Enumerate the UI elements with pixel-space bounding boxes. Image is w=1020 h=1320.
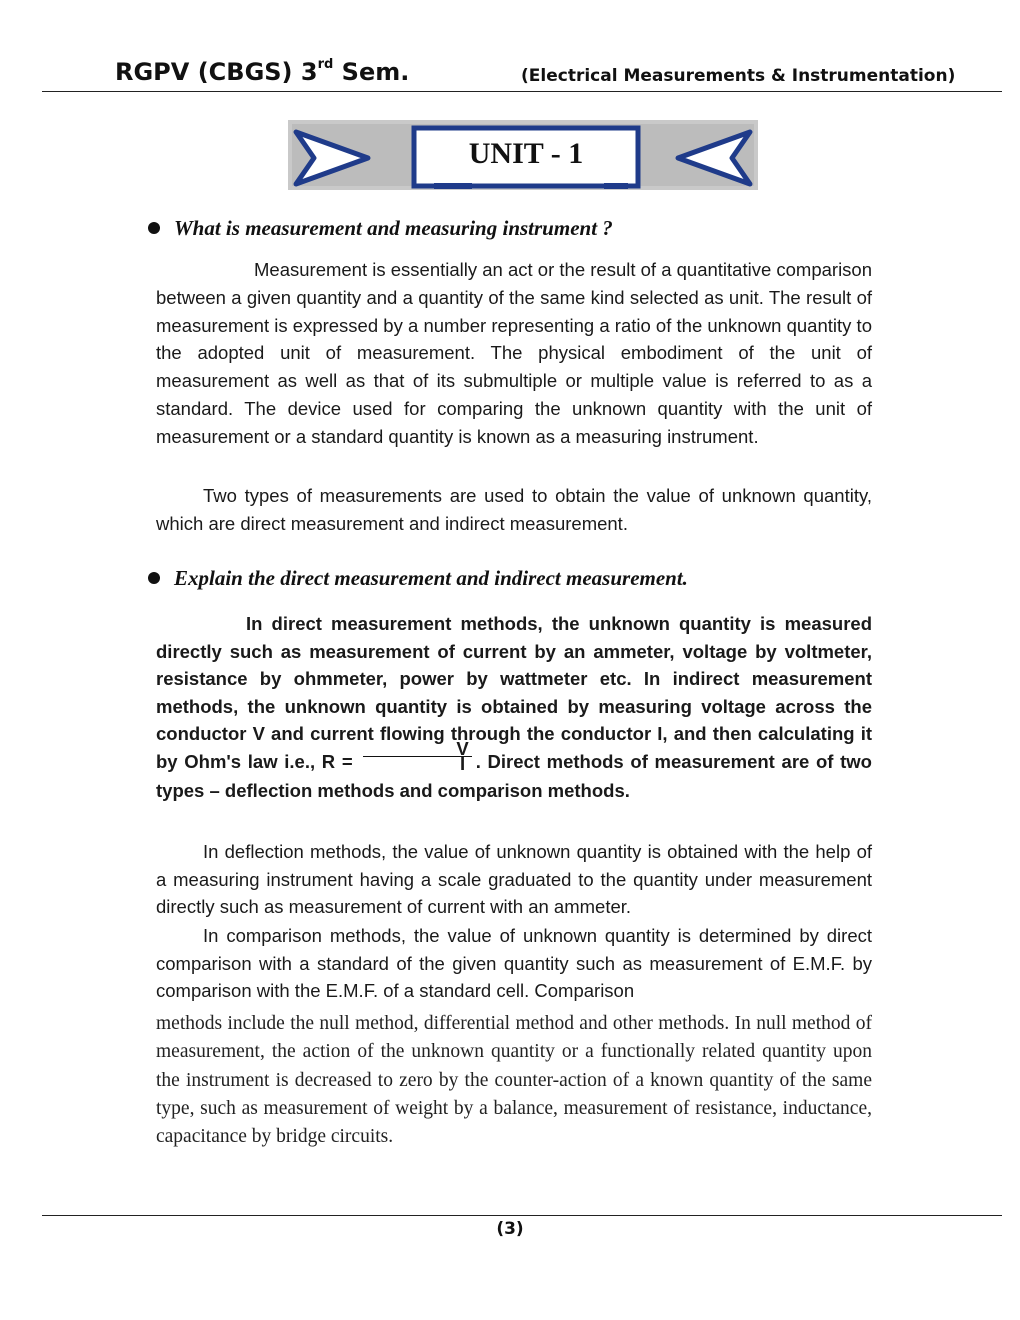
header-course-title: [115, 58, 409, 86]
paragraph-direct-indirect: [156, 610, 872, 805]
header-course-main: RGPV (CBGS) 3: [115, 58, 318, 86]
fraction-numerator: V: [363, 742, 471, 757]
paragraph-direct-indirect-tail: . Direct methods of measurement are of two types – deflection methods and comparison methods.: [156, 750, 872, 802]
ohms-law-fraction: [363, 738, 471, 775]
page-number: (3): [496, 1219, 524, 1239]
header-course-sup: rd: [317, 57, 334, 72]
question-heading-1: [148, 216, 613, 241]
paragraph-measurement-types: Two types of measurements are used to obtain the value of unknown quantity, which are direct measurement and indirect measurement.: [156, 485, 872, 534]
header-divider: [42, 91, 1002, 92]
bullet-icon: [148, 222, 160, 234]
paragraph-deflection-methods: In deflection methods, the value of unknown quantity is obtained with the help of a measuring instrument having a scale graduated to the quantity under measurement directly such as measurement of current with an ammeter.: [156, 841, 872, 917]
question-text-1: What is measurement and measuring instrument ?: [174, 216, 613, 240]
paragraph-comparison-methods: In comparison methods, the value of unknown quantity is determined by direct comparison with a standard of the given quantity such as measurement of E.M.F. by comparison with the E.M.F. of a standard cell. Comparison: [156, 925, 872, 1001]
paragraph-direct-indirect-text: In direct measurement methods, the unknown quantity is measured directly such as measurement of current by an ammeter, voltage by voltmeter, resistance by ohmmeter, power by wattmeter etc. In indirect measurement methods, the unknown quantity is obtained by measuring voltage across the conductor V and current flowing through the conductor I, and then calculating it by Ohm's law i.e., R =: [156, 613, 872, 772]
header-course-tail: Sem.: [333, 58, 410, 86]
paragraph-null-method: methods include the null method, differential method and other methods. In null method of measurement, the action of the unknown quantity or a functionally related quantity upon the instrument is decreased to zero by the counter-action of a known quantity of the same type, such as measurement of weight by a balance, measurement of resistance, inductance, capacitance by bridge circuits.: [156, 1013, 872, 1148]
footer-divider: [42, 1215, 1002, 1216]
header-subject-title: (Electrical Measurements & Instrumentation): [521, 66, 956, 86]
paragraph-measurement-definition: Measurement is essentially an act or the result of a quantitative comparison between a given quantity and a quantity of the same kind selected as unit. The result of measurement is expressed by a number representing a ratio of the unknown quantity to the adopted unit of measurement. The physical embodiment of the unit of measurement as well as that of its submultiple or multiple value is referred to as a standard. The device used for comparing the unknown quantity with the unit of measurement or a standard quantity is known as a measuring instrument.: [156, 259, 873, 447]
unit-title: UNIT - 1: [468, 137, 584, 170]
question-text-2: Explain the direct measurement and indirect measurement.: [174, 566, 688, 590]
question-heading-2: [148, 566, 688, 591]
bullet-icon: [148, 572, 160, 584]
fraction-denominator: I: [459, 753, 466, 775]
